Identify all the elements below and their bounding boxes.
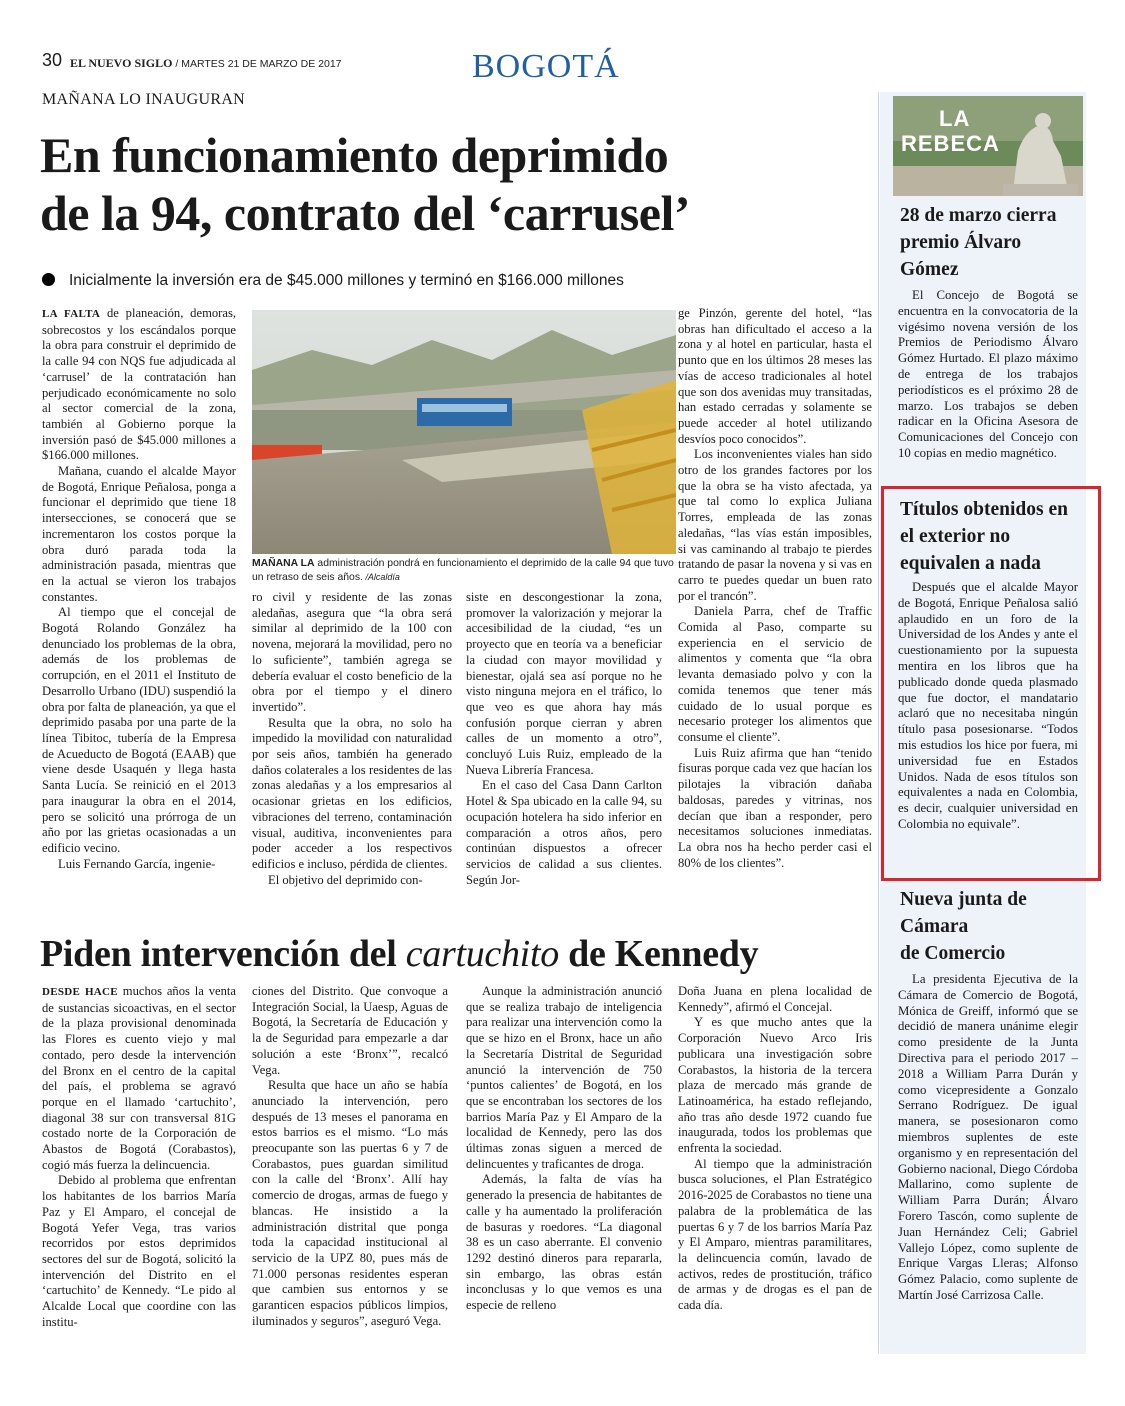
paragraph: Luis Ruiz afirma que han “tenido fisuras porque cada vez que hacían los pilotajes la vibración dañaba baldosas, paredes y vitrinas, nos decían que iban a responder, pero necesitamos soluciones inmediatas. La obra nos ha hecho perder casi el 80% de los clientes”. [678, 745, 872, 870]
paragraph: ge Pinzón, gerente del hotel, “las obras han dificultado el acceso a la zona y al hotel en particular, hasta el punto que en los últimos 28 meses las vías de acceso tradicionales al hotel que son dos avenidas muy transitadas, han estado cerradas y solamente se puede acceder al hotel utilizando desvíos poco conocidos”. [678, 306, 872, 446]
sidebar-headline-1: 28 de marzo cierra premio Álvaro Gómez [900, 205, 1057, 280]
paragraph [42, 984, 236, 1173]
paragraph: Y es que mucho antes que la Corporación Nuevo Arco Iris publicara una investigación sobre Corabastos, la historia de la tercera plaza de mercado más grande de Latinoamérica, ha estado reflejando, año tras año desde 1972 cuando fue inaugurada, todos los problemas que enfrenta la sociedad. [678, 1015, 872, 1156]
headline-line-2: de la 94, contrato del ‘carrusel’ [40, 185, 691, 241]
second-column-1 [42, 984, 236, 1356]
paragraph: Debido al problema que enfrentan los habitantes de los barrios María Paz y El Amparo, el concejal de Bogotá Yefer Vega, tras varios recorridos por estos deprimidos sectores del sur de Bogotá, solicitó la intervención del Distrito en el ‘cartuchito’ de Kennedy. “Le pido al Alcalde Local que coordine con las institu- [42, 1173, 236, 1329]
paragraph: Aunque la administración anunció que se realiza trabajo de inteligencia para realizar una intervención como la que se hizo en el Bronx, hace un año la Secretaría Distrital de Seguridad anunció la intervención de 750 ‘puntos calientes’ de Bogotá, en los que se encontraban los sectores de los barrios María Paz y El Amparo de la localidad de Kennedy, pero las dos últimas zonas siguen a merced de delincuentes y traficantes de droga. [466, 984, 662, 1171]
lead-in: LA FALTA [42, 308, 101, 320]
bullet-icon [42, 273, 55, 286]
paragraph: Los inconvenientes viales han sido otro de los grandes factores por los que la obra se ha visto afectada, ya que tal como lo explica Juliana Torres, empleada de las zonas aledañas, “las vías están imposibles, si vas caminando al trabajo te pierdes tratando de pasar la novena y si vas en carro te puedes quedar un buen rato por el trancón”. [678, 447, 872, 603]
headline-line-1: Nueva junta de [900, 889, 1027, 910]
paragraph: Al tiempo que el concejal de Bogotá Rolando González ha denunciado los problemas de la obra, además de los problemas de corrupción, en el 2011 el Instituto de Desarrollo Urbano (IDU) suspendió la obra por falta de planeación, ya que el deprimido pasaba por una parte de la línea Tibitoc, tubería de la Empresa de Acueducto de Bogotá (EAAB) que viene desde Usaquén y llega hasta Santa Lucía. Se reinició en el 2013 para inaugurar la obra en el 2014, pero se solicitó una prórroga de un año por las grietas ocasionadas a un edificio vecino. [42, 605, 236, 855]
sidebar-text-3 [898, 972, 1078, 1304]
main-column-4 [678, 306, 872, 910]
article-kicker: MAÑANA LO INAUGURAN [42, 91, 246, 108]
section-name: BOGOTÁ [472, 48, 620, 85]
sidebar-headline-3 [900, 886, 1027, 967]
headline-line-3: de Comercio [900, 943, 1006, 964]
paper-name: EL NUEVO SIGLO [70, 56, 173, 70]
second-column-4 [678, 984, 872, 1356]
paragraph: ciones del Distrito. Que convoque a Integración Social, la Uaesp, Aguas de Bogotá, la Secretaría de Educación y la de Seguridad para empezarle a dar solución a este ‘Bronx’”, recalcó Vega. [252, 984, 448, 1077]
paragraph: Además, la falta de vías ha generado la presencia de habitantes de calle y ha aumentado la proliferación de basuras y roedores. “La diagonal 38 es un caso aberrante. El convenio 1292 destinó dineros para repararla, sin embargo, las obras están inconclusas y lo que vemos es una especie de relleno [466, 1172, 662, 1313]
issue-date: / MARTES 21 DE MARZO DE 2017 [175, 58, 342, 70]
paragraph: La presidenta Ejecutiva de la Cámara de Comercio de Bogotá, Mónica de Greiff, informó que se decidió de manera unánime elegir como presidente de la Junta Directiva para el periodo 2017 – 2018 a William Parra Durán y como vicepresidente a Gonzalo Serrano Rodríguez. De igual manera, se posesionaron como miembros suplentes de este organismo y en representación del Gobierno nacional, Diego Córdoba Mallarino, como suplente de William Parra Durán; Álvaro Forero Tascón, como suplente de Juan Hernández Celi; Gabriel Vallejo López, como suplente de Enrique Vargas Lleras; Alfonso Gómez Palacio, como suplente de Martín José Carrizosa Calle. [898, 972, 1078, 1302]
paragraph: En el caso del Casa Dann Carlton Hotel & Spa ubicado en la calle 94, su ocupación hotelera ha sido inferior en comparación a otros años, pero continúan dispuestos a ofrecer servicios de calidad a sus clientes. Según Jor- [466, 778, 662, 887]
main-column-2 [252, 590, 452, 910]
caption-credit: /Alcaldía [362, 571, 400, 582]
paragraph: El Concejo de Bogotá se encuentra en la convocatoria de la vigésimo novena versión de los Premios de Periodismo Álvaro Gómez Hurtado. El plazo máximo de entrega de los trabajos periodísticos es el próximo 28 de marzo. Los trabajos se deben radicar en la Oficina Asesora de Comunicaciones del Concejo con 10 copias en medio magnético. [898, 288, 1078, 460]
paragraph-text: de planeación, demoras, sobrecostos y los escándalos porque la obra para construir el deprimido de la calle 94 con NQS fue adjudicada al ‘carrusel’ de la contratación han perjudicado económicamente no solo al sector comercial de la zona, también al Gobierno porque la inversión pasó de $45.000 millones a $166.000 millones. [42, 306, 236, 463]
paragraph: Luis Fernando García, ingenie- [58, 856, 216, 871]
headline-line-2: Cámara [900, 916, 969, 937]
caption-lead: MAÑANA LA [252, 558, 315, 569]
headline-part-2: de Kennedy [558, 933, 759, 975]
paragraph-text: muchos años la venta de sustancias sicoactivas, en el sector de la plaza provisional denominada las Flores es cuento viejo y mal contado, pero desde la intervención del Bronx en el centro de la capital del país, el problema se agravó porque en el llamado ‘cartuchito’, diagonal 38 sur con transversal 81G costado norte de la Corporación de Abastos de Bogotá (Corabastos), cogió más fuerza la delincuencia. [42, 984, 236, 1172]
sidebar-photo-label [901, 106, 1000, 156]
second-column-3 [466, 984, 662, 1356]
paragraph: Daniela Parra, chef de Traffic Comida al Paso, comparte su experiencia en el servicio de alimentos y comenta que “la obra levanta demasiado polvo y con la comida tenemos que tener más cuidado de lo usual porque es necesario proteger los alimentos que consume el cliente”. [678, 604, 872, 744]
caption-text: administración pondrá en funcionamiento el deprimido de la calle 94 que tuvo un retraso de seis años. [252, 558, 674, 583]
headline-part-1: Piden intervención del [40, 933, 406, 975]
photo-label-line-1: LA [939, 106, 971, 131]
sidebar-divider [878, 92, 879, 1354]
article-photo [252, 310, 676, 554]
paragraph: Doña Juana en plena localidad de Kennedy”, afirmó el Concejal. [678, 984, 872, 1014]
paragraph: ro civil y residente de las zonas aledañas, asegura que “la obra será similar al deprimido de la 100 con novena, mejorará la movilidad, pero no lo suficiente”, también agrega se debería evaluar el costo beneficio de la obra por el tiempo y el dinero invertido”. [252, 590, 452, 714]
paragraph [42, 306, 236, 464]
main-column-1 [42, 306, 236, 910]
lead-in: DESDE HACE [42, 986, 118, 998]
headline-italic: cartuchito [405, 933, 559, 975]
second-column-2 [252, 984, 448, 1356]
paragraph: Mañana, cuando el alcalde Mayor de Bogotá, Enrique Peñalosa, ponga a funcionar el deprimido que tiene 18 intersecciones, se conocerá que se incrementaron los costos porque la obra duró parada toda la administración pasada, mientras que en la actual se vieron los trabajos constantes. [42, 464, 236, 604]
page-number: 30 [42, 50, 63, 70]
main-column-3 [466, 590, 662, 910]
paragraph: Al tiempo que la administración busca soluciones, el Plan Estratégico 2016-2025 de Corabastos no tiene una palabra de la problemática de las puertas 6 y 7 de los barrios María Paz y El Amparo, mientras paramilitares, la delincuencia común, lavado de activos, redes de prostitución, tráfico de armas y de drogas es el pan de cada día. [678, 1156, 872, 1313]
overpass-photo [252, 310, 676, 554]
paragraph: Resulta que hace un año se había anunciado la intervención, pero después de 13 meses el panorama en estos barrios es el mismo. “Lo más preocupante son las puertas 6 y 7 de Corabastos, pues guardan similitud con la calle del ‘Bronx’. Allí hay comercio de drogas, armas de fuego y blancas. He insistido a la administración distrital que ponga toda la capacidad institucional al servicio de la UPZ 80, pues más de 71.000 personas residentes esperan que cambien sus entornos y se garanticen espacios públicos limpios, iluminados y seguros”, aseguró Vega. [252, 1078, 448, 1328]
paragraph: Resulta que la obra, no solo ha impedido la movilidad con naturalidad por seis años, también ha generado daños colaterales a los residentes de las zonas aledañas y a los empresarios al ocasionar grietas en los edificios, vibraciones del terreno, contaminación visual, auditiva, inconvenientes para poder acceder a los respectivos edificios e incluso, pérdida de clientes. [252, 715, 452, 871]
headline-line-1: En funcionamiento deprimido [40, 127, 669, 183]
sidebar-text-2 [898, 580, 1078, 833]
sidebar-photo [893, 96, 1083, 196]
second-article-headline [40, 932, 870, 976]
subhead-text: Inicialmente la inversión era de $45.000 millones y terminó en $166.000 millones [69, 272, 624, 289]
article-headline [40, 126, 870, 242]
paragraph: El objetivo del deprimido con- [268, 872, 423, 887]
page-header [42, 48, 862, 88]
article-subhead [42, 272, 624, 290]
sidebar-headline-2: Títulos obtenidos en el exterior no equivalen a nada [900, 499, 1068, 574]
paragraph: siste en descongestionar la zona, promover la valorización y mejorar la accesibilidad de la ciudad, “es un proyecto que en teoría va a beneficiar la ciudad con mayor movilidad y bienestar, ojalá sea así porque no he visto ninguna mejora en el tráfico, lo que veo es que ahora hay más confusión porque cierran y abren calles de un momento a otro”, concluyó Luis Ruiz, empleado de la Nueva Librería Francesa. [466, 590, 662, 777]
dateline [70, 56, 342, 71]
paragraph: Después que el alcalde Mayor de Bogotá, Enrique Peñalosa salió aplaudido en un foro de la Universidad de los Andes y ante el cuestionamiento por la supuesta mentira en los libros que ha publicado donde queda plasmado que fue doctor, el mandatario aclaró que no necesitaba ningún título pasa posesionarse. “Todos mis estudios los hice por fuera, mi universidad fue en Estados Unidos. Nada de esos títulos son equivalentes a nada en Colombia, es decir, cualquier universidad en Colombia no equivale”. [898, 580, 1078, 831]
photo-caption [252, 557, 676, 584]
sidebar-text-1 [898, 288, 1078, 462]
photo-label-line-2: REBECA [901, 131, 1000, 156]
